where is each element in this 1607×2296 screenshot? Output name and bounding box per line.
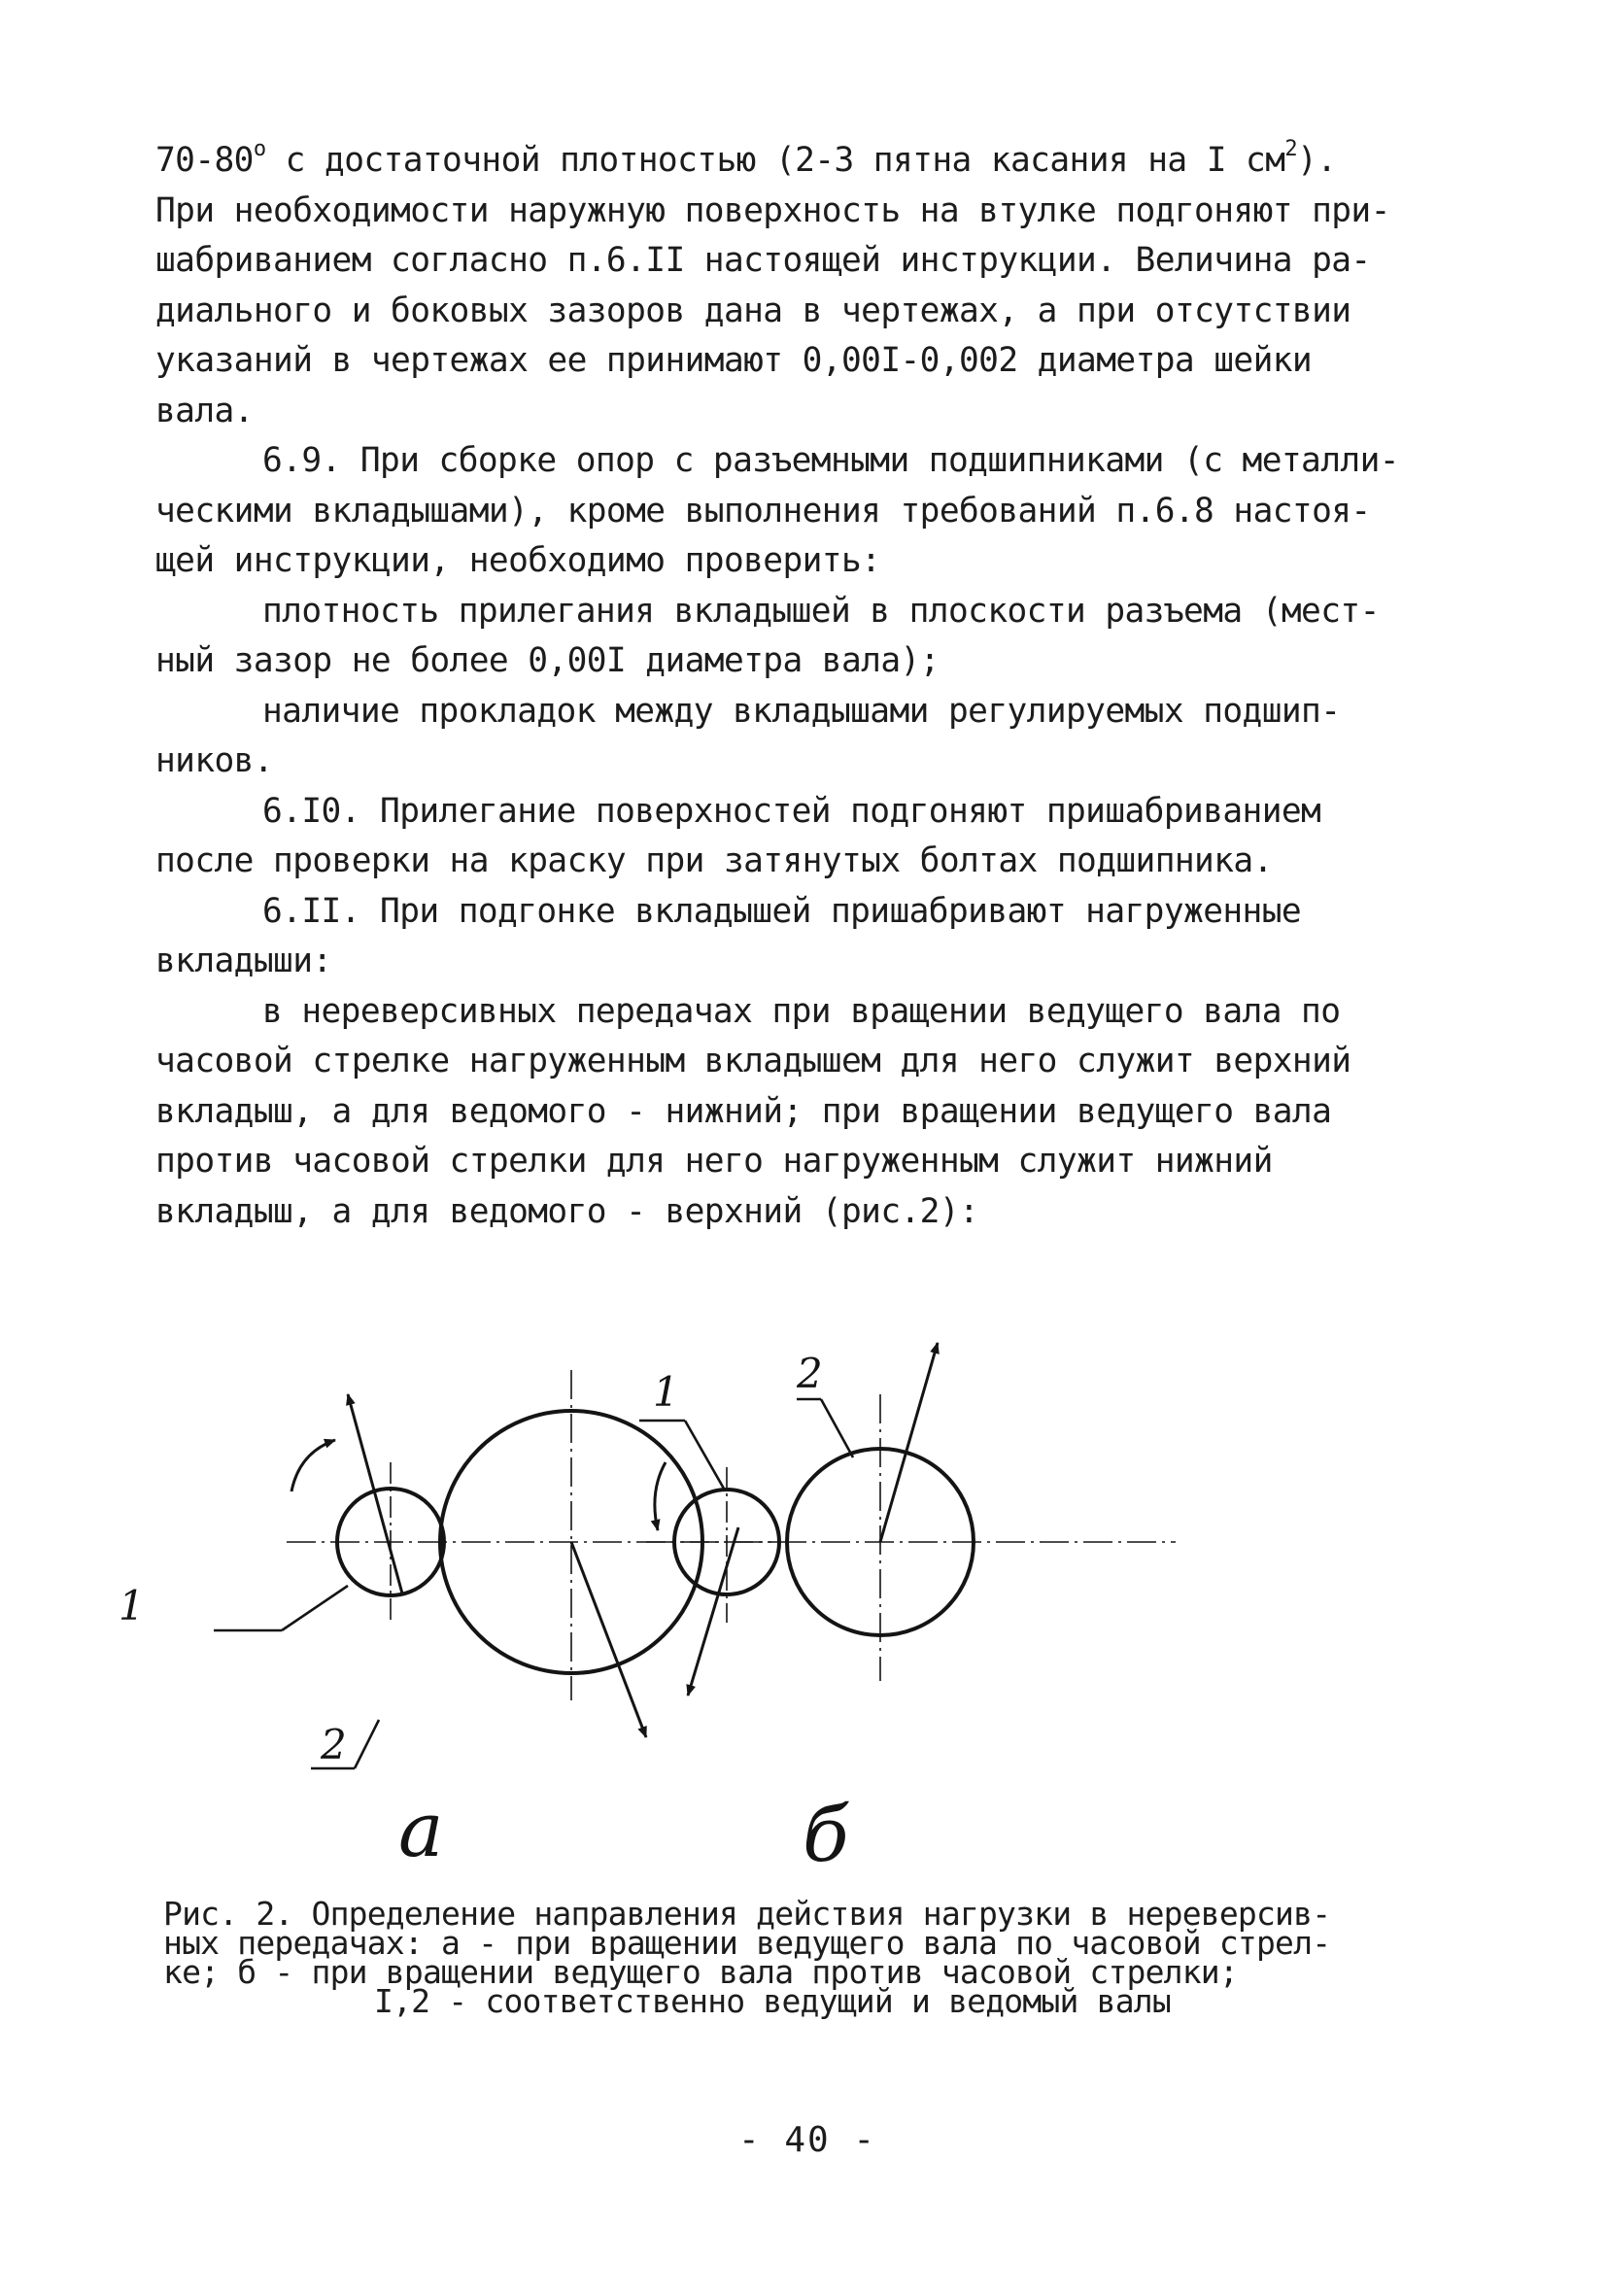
caption-line: ных передачах: а - при вращении ведущего вала по часовой стрел-: [163, 1924, 1331, 1962]
caption-line: Рис. 2. Определение направления действия нагрузки в нереверсив-: [163, 1895, 1331, 1933]
list-item-start: наличие прокладок между вкладышами регулируемых подшип-: [262, 691, 1341, 731]
figure-caption: [163, 1895, 1485, 2020]
leader-line: [355, 1720, 379, 1768]
text-line: [155, 136, 1467, 187]
text-line: указаний в чертежах ее принимают 0,00I-0,002 диаметра шейки: [155, 341, 1313, 380]
label-shaft-2: 2: [797, 1350, 823, 1397]
diagram-b: [639, 1343, 1176, 1696]
label-shaft-2: 2: [321, 1721, 347, 1768]
text-line: диального и боковых зазоров дана в чертежах, а при отсутствии: [155, 291, 1351, 330]
paragraph-6-10-start: 6.I0. Прилегание поверхностей подгоняют пришабриванием: [262, 791, 1321, 831]
paragraph-6-9-start: 6.9. При сборке опор с разъемными подшипниками (с металли-: [262, 441, 1399, 480]
text-line: вкладыш, а для ведомого - нижний; при вращении ведущего вала: [155, 1091, 1332, 1131]
leader-line: [685, 1421, 724, 1489]
body-text: [155, 136, 1467, 1237]
rotation-arrow: [655, 1462, 666, 1530]
leader-line: [282, 1586, 348, 1630]
rotation-arrow: [291, 1440, 335, 1491]
degree-superscript: о: [253, 137, 266, 161]
paragraph-6-11-start: 6.II. При подгонке вкладышей пришабривают нагруженные: [262, 891, 1302, 931]
text-line: вкладыши:: [155, 942, 332, 980]
text-fragment: ).: [1297, 141, 1337, 180]
label-shaft-1: 1: [653, 1368, 679, 1416]
list-item-start: в нереверсивных передачах при вращении ведущего вала по: [262, 991, 1341, 1031]
force-arrow: [571, 1542, 646, 1737]
text-line: против часовой стрелки для него нагруженным служит нижний: [155, 1142, 1273, 1181]
text-line: вала.: [155, 391, 254, 430]
force-arrow: [880, 1343, 938, 1542]
label-variant-b: б: [803, 1792, 849, 1879]
figure-shafts-diagram: [119, 1273, 1487, 1879]
text-line: часовой стрелке нагруженным вкладышем для него служит верхний: [155, 1042, 1351, 1080]
text-line: При необходимости наружную поверхность на втулке подгоняют при-: [155, 190, 1390, 230]
text-fragment: 70-80: [155, 141, 254, 180]
page-number: - 40 -: [738, 2120, 877, 2160]
force-arrow: [688, 1527, 738, 1696]
caption-line: I,2 - соответственно ведущий и ведомый валы: [374, 1982, 1171, 2020]
force-arrow: [348, 1394, 402, 1593]
square-superscript: 2: [1284, 137, 1298, 161]
text-line: после проверки на краску при затянутых болтах подшипника.: [155, 841, 1273, 880]
text-line: вкладыш, а для ведомого - верхний (рис.2):: [155, 1191, 979, 1231]
text-line: щей инструкции, необходимо проверить:: [155, 541, 881, 580]
text-fragment: с достаточной плотностью (2-3 пятна касания на I см: [265, 141, 1285, 180]
text-line: ческими вкладышами), кроме выполнения требований п.6.8 настоя-: [155, 491, 1371, 531]
text-line: ников.: [155, 741, 274, 780]
label-shaft-1: 1: [119, 1582, 145, 1629]
list-item-start: плотность прилегания вкладышей в плоскости разъема (мест-: [262, 591, 1380, 631]
label-variant-a: а: [398, 1787, 444, 1874]
text-line: ный зазор не более 0,00I диаметра вала);: [155, 641, 940, 680]
leader-line: [821, 1399, 853, 1457]
text-line: шабриванием согласно п.6.II настоящей инструкции. Величина ра-: [155, 241, 1371, 280]
caption-line: ке; б - при вращении ведущего вала против часовой стрелки;: [163, 1953, 1238, 1991]
